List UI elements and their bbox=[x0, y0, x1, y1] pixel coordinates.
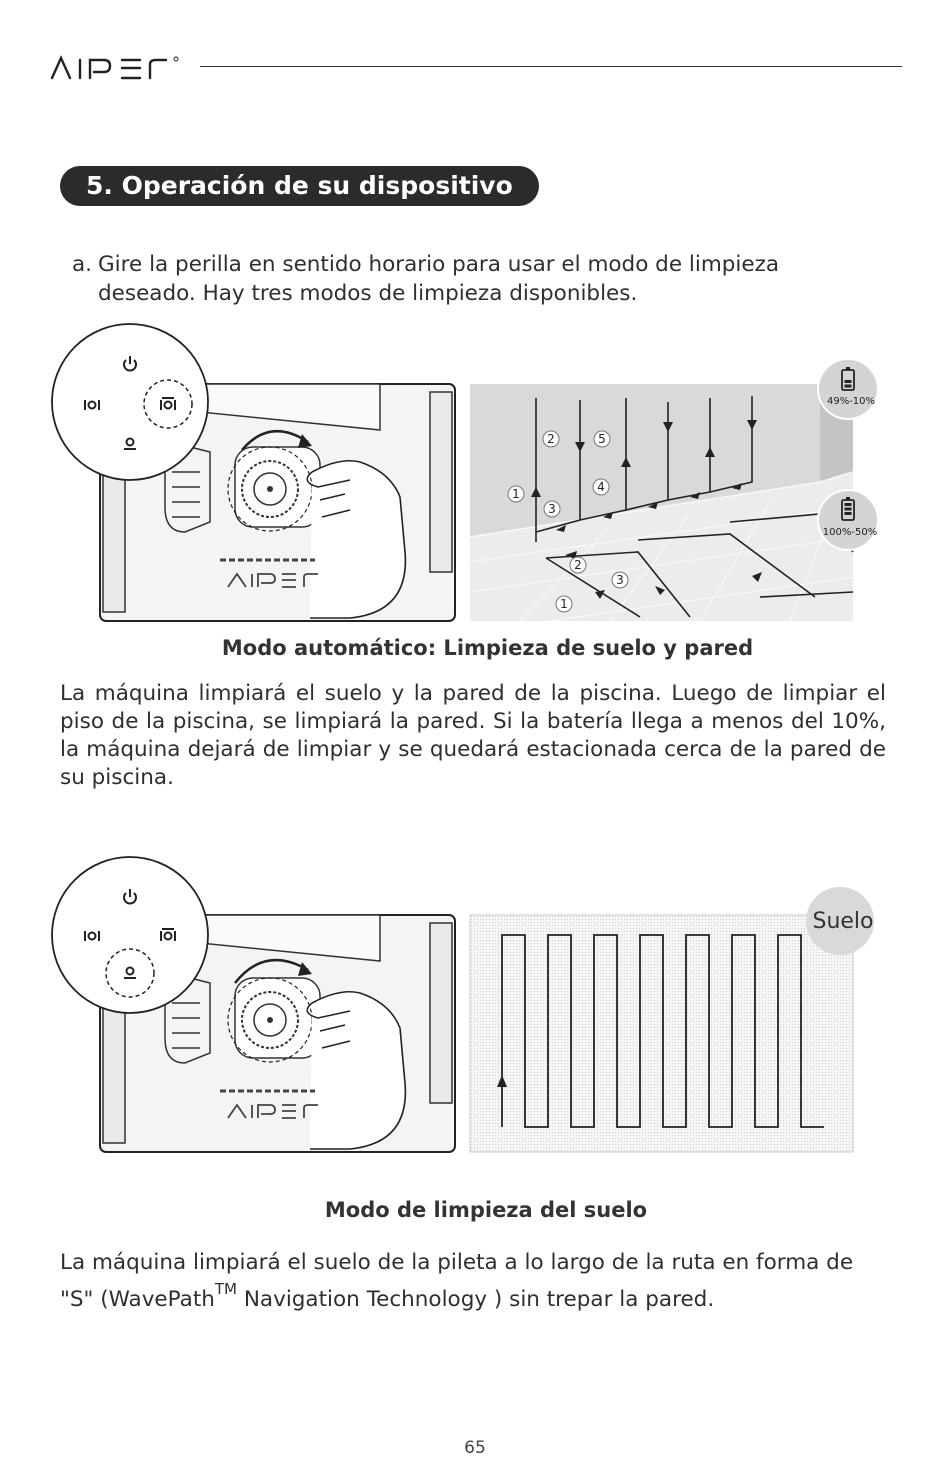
section-title: 5. Operación de su dispositivo bbox=[60, 166, 539, 206]
page-number: 65 bbox=[464, 1438, 486, 1458]
list-marker: a. bbox=[72, 252, 93, 277]
figure1-description: La máquina limpiará el suelo y la pared de la piscina. Luego de limpiar el piso de la piscina, se limpiará la pared. Si la batería llega a menos del 10%, la máquina dejará de limpiar y se quedará estacionada cerca de la pared de su piscina. bbox=[60, 681, 886, 790]
svg-text:Suelo: Suelo bbox=[812, 909, 874, 934]
figure2-description bbox=[60, 1248, 890, 1315]
svg-text:3: 3 bbox=[548, 502, 556, 516]
figure1-caption: Modo automático: Limpieza de suelo y pared bbox=[221, 636, 754, 660]
knob-zoom-circle bbox=[52, 324, 208, 480]
auto-path-diagram bbox=[470, 359, 878, 621]
trademark-mark: TM bbox=[214, 1280, 237, 1298]
svg-text:100%-50%: 100%-50% bbox=[822, 527, 878, 538]
svg-text:2: 2 bbox=[547, 432, 555, 446]
battery-badge-floor bbox=[818, 490, 878, 550]
floor-path-diagram bbox=[470, 887, 874, 1152]
description-part-2: Navigation Technology ) sin trepar la pared. bbox=[237, 1287, 715, 1313]
svg-text:5: 5 bbox=[598, 432, 606, 446]
svg-text:1: 1 bbox=[560, 597, 568, 611]
svg-text:4: 4 bbox=[597, 480, 605, 494]
knob-zoom-circle bbox=[52, 857, 208, 1013]
battery-badge-wall bbox=[818, 359, 878, 419]
intro-line-1: Gire la perilla en sentido horario para usar el modo de limpieza bbox=[98, 252, 780, 277]
svg-text:3: 3 bbox=[616, 573, 624, 587]
figure-floor-mode bbox=[50, 855, 910, 1157]
header-rule bbox=[200, 66, 902, 67]
svg-text:49%-10%: 49%-10% bbox=[826, 396, 876, 407]
aiper-logo bbox=[48, 50, 188, 86]
intro-text bbox=[72, 250, 884, 308]
figure2-caption: Modo de limpieza del suelo bbox=[324, 1198, 648, 1222]
svg-text:1: 1 bbox=[512, 487, 520, 501]
intro-line-2: deseado. Hay tres modos de limpieza disponibles. bbox=[98, 281, 638, 306]
figure-auto-mode bbox=[50, 322, 910, 624]
floor-mode-badge bbox=[806, 887, 874, 955]
svg-text:2: 2 bbox=[574, 558, 582, 572]
description-part-1: La máquina limpiará el suelo de la pileta a lo largo de la ruta en forma de "S" (WavePath bbox=[60, 1250, 854, 1313]
